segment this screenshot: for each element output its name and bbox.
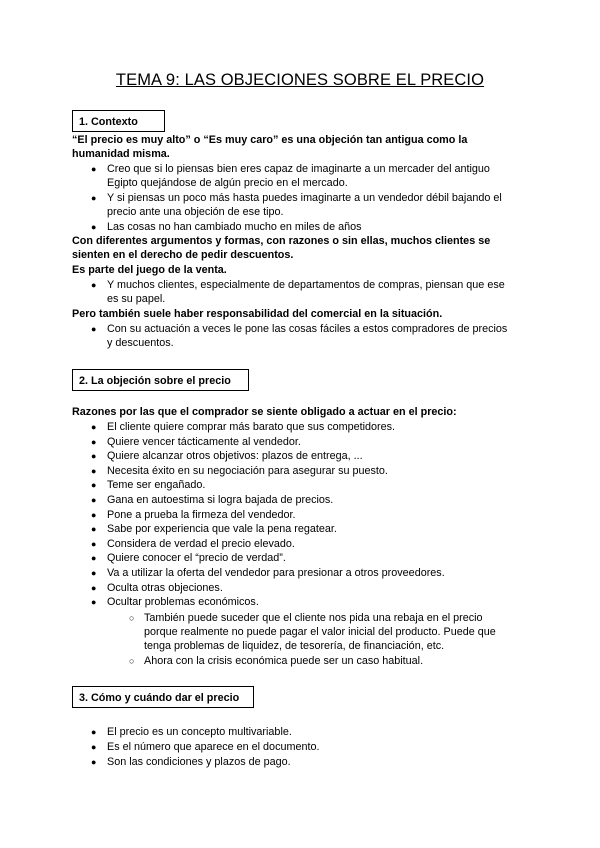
sub-list-item-line: Ahora con la crisis económica puede ser un caso habitual. bbox=[144, 655, 424, 667]
bullet-icon: ● bbox=[91, 597, 97, 608]
bullet-icon: ● bbox=[91, 582, 97, 593]
bullet-icon: ● bbox=[91, 465, 97, 476]
bullet-icon: ● bbox=[91, 422, 97, 432]
list-item: El cliente quiere comprar más barato que sus competidores. bbox=[107, 421, 396, 433]
list-item: Ocultar problemas económicos. bbox=[107, 596, 259, 609]
list-item-line: Con su actuación a veces le pone las cosas fáciles a estos compradores de precios bbox=[107, 323, 508, 335]
list-item-line: y descuentos. bbox=[107, 337, 174, 349]
list-item: Oculta otras objeciones. bbox=[107, 581, 223, 594]
bullet-icon: ● bbox=[91, 280, 97, 290]
paragraph-line: Con diferentes argumentos y formas, con razones o sin ellas, muchos clientes se bbox=[72, 235, 491, 247]
list-item-line: precio ante una objeción de ese tipo. bbox=[107, 206, 284, 218]
bullet-icon: ● bbox=[91, 164, 97, 174]
list-item-line: Y si piensas un poco más hasta puedes imaginarte a un vendedor débil bajando el bbox=[107, 192, 502, 204]
list-item: Gana en autoestima si logra bajada de precios. bbox=[107, 494, 334, 506]
bullet-icon: ● bbox=[91, 436, 97, 447]
sub-list-item-line: tenga problemas de liquidez, de tesorería, de financiación, etc. bbox=[144, 640, 445, 652]
bullet-icon: ● bbox=[91, 480, 97, 491]
paragraph-line: Pero también suele haber responsabilidad del comercial en la situación. bbox=[72, 308, 443, 320]
bullet-icon: ● bbox=[91, 538, 97, 549]
bullet-icon: ● bbox=[91, 509, 97, 520]
section-heading-objecion: 2. La objeción sobre el precio bbox=[72, 369, 249, 391]
paragraph-line: Es parte del juego de la venta. bbox=[72, 264, 227, 276]
list-item: Quiere conocer el “precio de verdad”. bbox=[107, 552, 286, 565]
section-heading-como-cuando: 3. Cómo y cuándo dar el precio bbox=[72, 686, 254, 708]
paragraph-line: “El precio es muy alto” o “Es muy caro” es una objeción tan antigua como la bbox=[72, 134, 468, 146]
page-title: TEMA 9: LAS OBJECIONES SOBRE EL PRECIO bbox=[115, 71, 485, 89]
bullet-icon: ● bbox=[91, 524, 97, 535]
list-item: El precio es un concepto multivariable. bbox=[107, 726, 292, 738]
bullet-icon: ● bbox=[91, 193, 97, 203]
bullet-icon: ● bbox=[91, 451, 97, 462]
section-heading-contexto: 1. Contexto bbox=[72, 110, 165, 132]
list-item: Sabe por experiencia que vale la pena regatear. bbox=[107, 523, 337, 536]
list-item-line: Y muchos clientes, especialmente de departamentos de compras, piensan que ese bbox=[107, 279, 505, 291]
bullet-icon: ● bbox=[91, 727, 97, 737]
paragraph-line: humanidad misma. bbox=[72, 148, 170, 160]
list-item-line: Las cosas no han cambiado mucho en miles de años bbox=[107, 221, 362, 233]
bullet-icon: ● bbox=[91, 568, 97, 578]
bullet-icon: ● bbox=[91, 222, 97, 232]
list-item: Va a utilizar la oferta del vendedor para presionar a otros proveedores. bbox=[107, 567, 445, 579]
list-item: Considera de verdad el precio elevado. bbox=[107, 537, 295, 550]
list-item: Quiere alcanzar otros objetivos: plazos de entrega, ... bbox=[107, 450, 363, 463]
paragraph-line: sienten en el derecho de pedir descuentos. bbox=[72, 249, 294, 261]
bullet-icon: ● bbox=[91, 553, 97, 564]
list-item: Pone a prueba la firmeza del vendedor. bbox=[107, 508, 296, 521]
sub-bullet-icon: ○ bbox=[129, 613, 135, 623]
bullet-icon: ● bbox=[91, 324, 97, 334]
paragraph-line: Razones por las que el comprador se siente obligado a actuar en el precio: bbox=[72, 406, 457, 418]
list-item: Necesita éxito en su negociación para asegurar su puesto. bbox=[107, 464, 388, 477]
list-item: Es el número que aparece en el documento. bbox=[107, 741, 320, 753]
list-item-line: es su papel. bbox=[107, 293, 166, 305]
bullet-icon: ● bbox=[91, 757, 97, 767]
list-item: Son las condiciones y plazos de pago. bbox=[107, 756, 291, 768]
list-item: Quiere vencer tácticamente al vendedor. bbox=[107, 435, 301, 448]
sub-bullet-icon: ○ bbox=[129, 656, 135, 666]
bullet-icon: ● bbox=[91, 742, 97, 752]
list-item: Teme ser engañado. bbox=[107, 479, 206, 492]
bullet-icon: ● bbox=[91, 495, 97, 505]
sub-list-item-line: También puede suceder que el cliente nos pida una rebaja en el precio bbox=[144, 612, 483, 624]
sub-list-item-line: porque realmente no puede pagar el valor inicial del producto. Puede que bbox=[144, 626, 496, 638]
list-item-line: Creo que si lo piensas bien eres capaz de imaginarte a un mercader del antiguo bbox=[107, 163, 490, 175]
list-item-line: Egipto quejándose de algún precio en el mercado. bbox=[107, 177, 348, 189]
